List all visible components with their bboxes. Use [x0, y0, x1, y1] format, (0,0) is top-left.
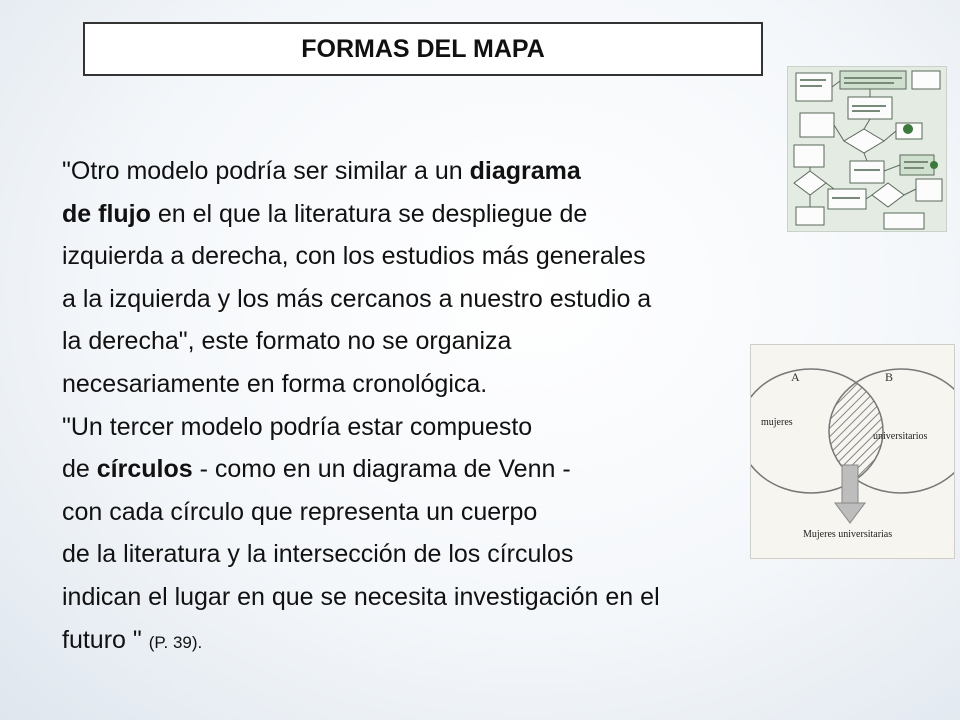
venn-label-b: B: [885, 370, 894, 384]
flowchart-thumbnail-icon: [788, 67, 947, 232]
quote-text: futuro ": [62, 625, 149, 654]
quote-text: de la literatura y la intersección de los círculos: [62, 540, 574, 569]
citation-text: (P. 39).: [148, 632, 203, 652]
quote-line: [62, 235, 882, 278]
quote-line: [62, 619, 882, 662]
venn-right-label: universitarios: [873, 431, 928, 442]
quote-text: "Un tercer modelo podría estar compuesto: [62, 412, 533, 441]
venn-diagram: [751, 345, 955, 559]
venn-intersection-caption: Mujeres universitarias: [803, 529, 893, 540]
quote-text: a la izquierda y los más cercanos a nuestro estudio a: [62, 284, 652, 313]
quote-text: en el que la literatura se despliegue de: [150, 199, 588, 228]
emphasized-text: círculos: [96, 455, 193, 484]
quote-text: la derecha", este formato no se organiza: [62, 327, 512, 356]
slide-title-text: FORMAS DEL MAPA: [301, 34, 545, 63]
quote-line: [62, 193, 882, 236]
quote-text: - como en un diagrama de Venn -: [192, 455, 571, 484]
quote-text: indican el lugar en que se necesita investigación en el: [62, 582, 660, 611]
quote-line: [62, 576, 882, 619]
quote-line: [62, 278, 882, 321]
emphasized-text: diagrama: [469, 157, 581, 185]
venn-diagram-image: [750, 344, 955, 559]
venn-left-label: mujeres: [761, 417, 793, 428]
quote-text: necesariamente en forma cronológica.: [62, 369, 488, 398]
slide-title: [83, 22, 763, 76]
venn-label-a: A: [791, 370, 800, 384]
quote-line: [62, 150, 882, 193]
flowchart-image: [787, 66, 947, 232]
quote-text: de: [62, 455, 97, 484]
quote-text: izquierda a derecha, con los estudios más generales: [62, 242, 646, 271]
quote-text: "Otro modelo podría ser similar a un: [62, 157, 470, 185]
emphasized-text: de flujo: [62, 199, 151, 228]
quote-text: con cada círculo que representa un cuerpo: [62, 497, 538, 526]
